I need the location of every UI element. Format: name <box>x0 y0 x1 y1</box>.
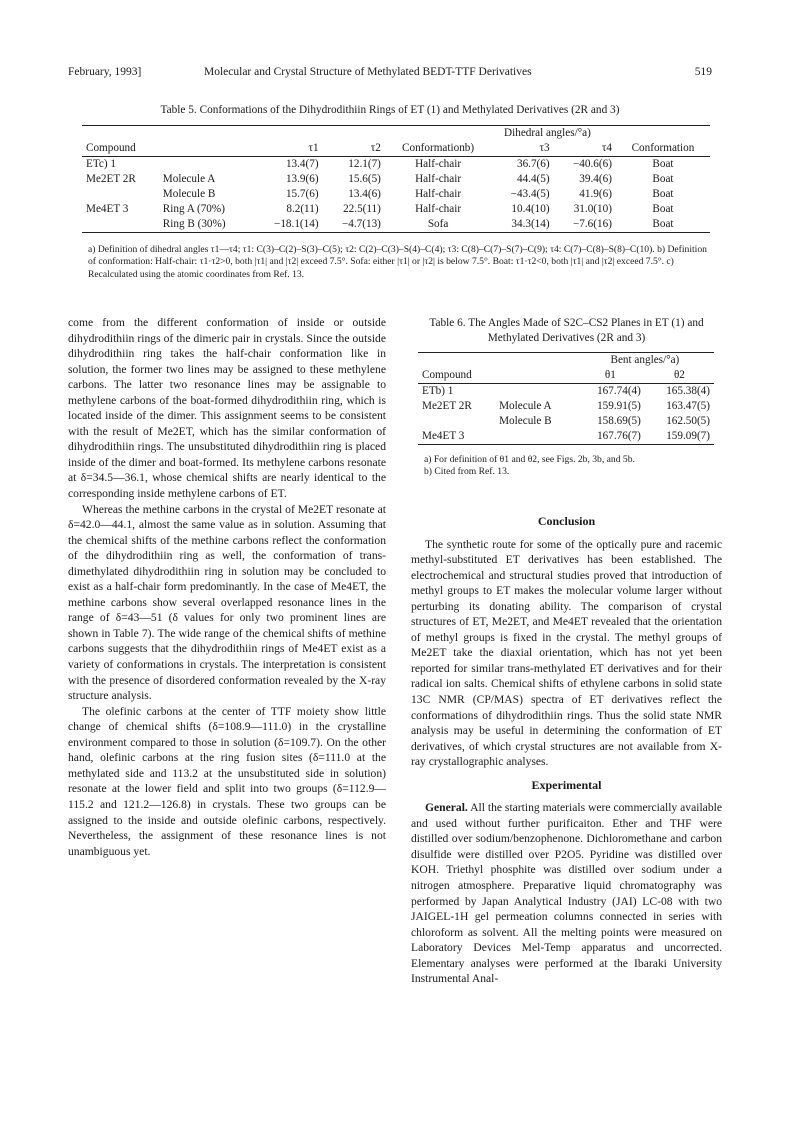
table5-caption: Table 5. Conformations of the Dihydrodithiin Rings of ET (1) and Methylated Derivatives (2R and 3) <box>160 104 620 116</box>
table-cell: 163.47(5) <box>666 400 710 412</box>
table6-group-header: Bent angles/°a) <box>610 354 680 366</box>
table-cell: −43.4(5) <box>510 188 550 200</box>
table5-header: Conformationb) <box>385 141 491 157</box>
table6-footnotes <box>424 454 714 479</box>
paragraph: The olefinic carbons at the center of TTF moiety show little change of chemical shifts (δ=108.9—111.0) in the crystalline environment compared to those in solution (δ=109.7). On the other hand, olefinic carbons at the ring fusion sites (δ=111.0 at the methylated side and 113.2 at the unsubstituted side in solution) resonate at the lower field and split into two groups (δ=112.9—115.2 and 121.2—126.8) in crystals. These two groups can be assigned to the inside and outside olefinic carbons, respectively. Nevertheless, the assignment of these resonance lines is not unambiguous yet. <box>68 704 386 858</box>
table-cell: −40.6(6) <box>572 158 612 170</box>
table-cell: 159.91(5) <box>597 400 641 412</box>
header-date: February, 1993] <box>68 66 142 78</box>
table-row <box>418 399 714 414</box>
table-cell: 15.6(5) <box>348 173 381 185</box>
table-cell <box>495 429 576 445</box>
table-row <box>82 172 710 187</box>
table-cell: Boat <box>652 218 674 230</box>
table5-header: Compound <box>82 141 159 157</box>
table-cell: 13.4(6) <box>348 188 381 200</box>
right-column <box>411 514 722 987</box>
table-row <box>82 187 710 202</box>
runin-heading: General. <box>425 801 468 815</box>
table-cell: Molecule B <box>162 188 216 200</box>
table5-group-header: Dihedral angles/°a) <box>504 127 591 139</box>
table-cell: 13.4(7) <box>285 158 319 170</box>
table-cell: 44.4(5) <box>516 173 550 185</box>
table-cell: Me4ET 3 <box>422 430 465 442</box>
page-number: 519 <box>694 66 712 78</box>
table-cell: −4.7(13) <box>341 218 381 230</box>
table5-header <box>159 141 253 157</box>
table-cell: Molecule A <box>499 400 552 412</box>
paragraph: come from the different conformation of inside or outside dihydrodithiin rings of the dimeric pair in crystals. Since the outside dihydrodithiin ring takes the half-chair conformation like in solution, the former two lines may be assigned to these methylene carbons. The latter two resonance lines may be assignable to methylene carbons of the boat-formed dihydrodithiin ring, which is located inside of the dimer. This assignment seems to be consistent with the result of Me2ET, which has the similar conformation of dihydrodithiin rings. The unsubstituted dihydrodithiin ring is placed inside of the dimer and boat-formed. Its methylene carbons resonate at δ=34.5—36.1, whose chemical shifts are nearly identical to the corresponding inside methylene carbons of ET. <box>68 316 386 501</box>
table6-caption: Table 6. The Angles Made of S2C–CS2 Planes in ET (1) and Methylated Derivatives (2R and 3) <box>429 317 704 344</box>
section-heading-conclusion: Conclusion <box>537 514 596 528</box>
table-cell: 34.3(14) <box>511 218 550 230</box>
table-cell: 10.4(10) <box>511 203 550 215</box>
table6-header: θ2 <box>645 368 714 384</box>
section-heading-experimental: Experimental <box>531 777 602 792</box>
table-cell: −18.1(14) <box>274 218 319 230</box>
table-row <box>418 429 714 445</box>
paragraph: The synthetic route for some of the optically pure and racemic methyl-substituted ET derivatives has been established. The electrochemical and structural studies proved that introduction of methyl groups to ET makes the molecular volume larger without perturbing its donating ability. The comparison of crystal structures of ET, Me2ET, and Me4ET revealed that the orientation of methyl groups is fixed in the crystal. The methyl groups of Me2ET take the diaxial orientation, which has not yet been reported for similar trans-methylated ET derivatives and for their radical ion salts. Chemical shifts of ethylene carbons in solid state 13C NMR (CP/MAS) spectra of ET derivatives reflect the conformations of dihydrodithiin rings. Thus the solid state NMR analysis may be useful in determining the conformation of ET derivatives, of which crystal structures are not available from X-ray crystallographic analyses. <box>411 537 722 769</box>
table6-header: Compound <box>418 368 495 384</box>
table-cell: 39.4(6) <box>579 173 612 185</box>
table6 <box>418 352 714 445</box>
table-cell: 36.7(6) <box>516 158 550 170</box>
table-cell <box>82 187 159 202</box>
table5-header: τ4 <box>554 141 616 157</box>
table-cell: Molecule B <box>499 415 552 427</box>
table-cell: Boat <box>652 203 674 215</box>
table-cell: Boat <box>652 188 674 200</box>
table6-header <box>495 368 576 384</box>
table-cell: Half-chair <box>415 158 462 170</box>
table-cell: Half-chair <box>415 203 462 215</box>
table5-header: Conformation <box>616 141 710 157</box>
table-cell: Me2ET 2R <box>86 173 136 185</box>
table-cell: Half-chair <box>415 188 462 200</box>
table5 <box>82 125 710 233</box>
header-title: Molecular and Crystal Structure of Methylated BEDT-TTF Derivatives <box>204 66 532 78</box>
table-cell <box>418 414 495 429</box>
table-row <box>418 414 714 429</box>
table-cell: Half-chair <box>415 173 462 185</box>
table5-footnotes: a) Definition of dihedral angles τ1—τ4; τ1: C(3)–C(2)–S(3)–C(5); τ2: C(2)–C(3)–S(4)–C(4); τ3: C(8)–C(7)–S(7)–C(9); τ4: C(7)–C(8)–S(8)–C(10). b) Definition of conformation: Half-chair: τ1·τ2>0, both |τ1| and |τ2| exceed 7.5°. Sofa: either |τ1| or |τ2| is below 7.5°. Boat: τ1·τ2<0, both |τ1| and |τ2| exceed 7.5°. c) Recalculated using the atomic coordinates from Ref. 13. <box>88 244 707 280</box>
table-cell: −7.6(16) <box>572 218 612 230</box>
table-cell: 13.9(6) <box>285 173 319 185</box>
table-cell <box>495 384 576 400</box>
table-cell: Sofa <box>427 218 449 230</box>
table-row <box>418 384 714 400</box>
table-cell: 162.50(5) <box>666 415 710 427</box>
table6-header: θ1 <box>576 368 645 384</box>
table-cell: Me4ET 3 <box>86 203 129 215</box>
footnote: b) Cited from Ref. 13. <box>424 466 510 478</box>
table5-header: τ3 <box>491 141 553 157</box>
left-column <box>68 315 386 859</box>
table-cell: Boat <box>652 158 674 170</box>
table-row <box>82 202 710 217</box>
table-cell: 41.9(6) <box>579 188 612 200</box>
table-row <box>82 217 710 233</box>
table-cell: 22.5(11) <box>343 203 381 215</box>
table-cell: Molecule A <box>162 173 216 185</box>
table-cell: Me2ET 2R <box>422 400 472 412</box>
paragraph <box>411 800 722 987</box>
footnote: a) For definition of θ1 and θ2, see Figs. 2b, 3b, and 5b. <box>424 454 635 465</box>
table-cell: 158.69(5) <box>597 415 641 427</box>
table-cell: 12.1(7) <box>348 158 381 170</box>
paragraph-text: All the starting materials were commercially available and used without further purificaiton. Ether and THF were distilled over sodium/benzophenone. Dichloromethane and carbon disulfide were distilled over P2O5. Pyridine was distilled over KOH. Triethyl phosphite was distilled over sodium under a nitrogen atmosphere. Preparative liquid chromatography was performed by Japan Analytical Industry (JAI) LC-08 with two JAIGEL-1H gel permeation columns connected in series with chloroform as solvent. All the melting points were measured on Laboratory Devices Mel-Temp apparatus and uncorrected. Elementary analyses were performed at the Ibaraki University Instrumental Anal- <box>411 801 722 986</box>
table-cell: 15.7(6) <box>285 188 319 200</box>
table-cell: Boat <box>652 173 674 185</box>
table-cell: ETc) 1 <box>86 158 116 170</box>
table-cell: 31.0(10) <box>573 203 612 215</box>
table5-header: τ1 <box>253 141 323 157</box>
table-cell: ETb) 1 <box>422 385 454 397</box>
table-cell: 8.2(11) <box>286 203 319 215</box>
table-cell <box>82 217 159 233</box>
table-cell: 167.74(4) <box>597 385 641 397</box>
paragraph: Whereas the methine carbons in the crystal of Me2ET resonate at δ=42.0—44.1, almost the same value as in solution. Assuming that the chemical shifts of the methine carbons reflect the conformation of the dihydrodithiin ring as well, the conformation of trans-dimethylated dihydrodithiin ring in solution may be concluded to exist as a half-chair form predominantly. In the case of Me4ET, the methine carbons show several overlapped resonance lines in the range of δ=43—51 (δ values for only two prominent lines are shown in Table 7). The wide range of the chemical shifts of methine carbons suggests that the dihydrodithiin rings of Me4ET exist as a variety of conformations in crystals. The interpretation is consistent with the presence of disordered conformation revealed by the X-ray structure analysis. <box>68 502 386 703</box>
table-cell: Ring A (70%) <box>162 203 225 215</box>
table5-header: τ2 <box>323 141 385 157</box>
table-cell: 165.38(4) <box>666 385 710 397</box>
table-cell: 167.76(7) <box>597 430 641 442</box>
table-row <box>82 157 710 173</box>
table-cell <box>159 157 253 173</box>
table-cell: 159.09(7) <box>666 430 710 442</box>
table-cell: Ring B (30%) <box>162 218 226 230</box>
